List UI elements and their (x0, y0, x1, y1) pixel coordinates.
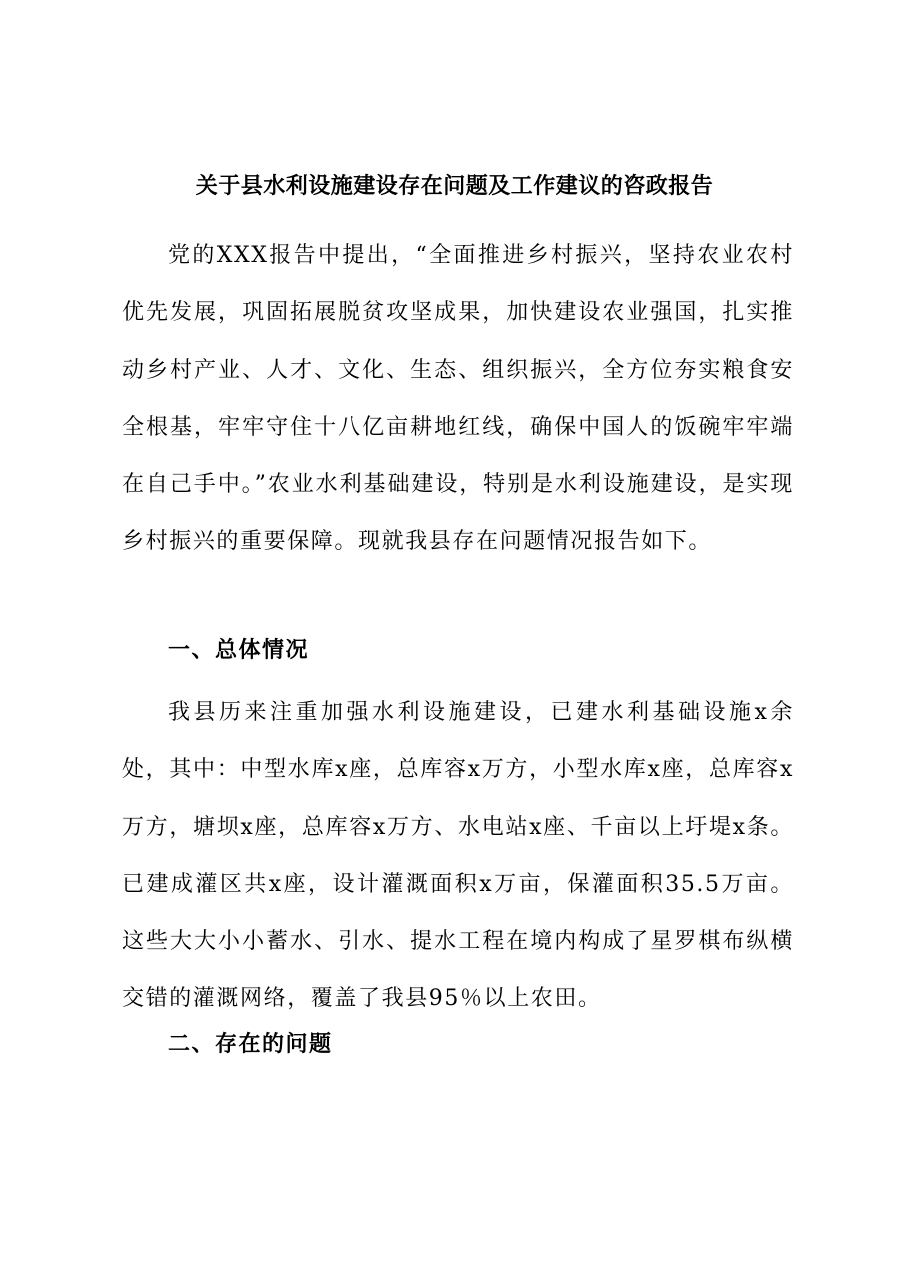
section-heading-problems: 二、存在的问题 (168, 1032, 333, 1057)
document-title: 关于县水利设施建设存在问题及工作建议的咨政报告 (195, 173, 714, 199)
overview-paragraph: 我县历来注重加强水利设施建设，已建水利基础设施x余处，其中：中型水库x座，总库容x万方，小型水库x座，总库容x万方，塘坝x座，总库容x万方、水电站x座、千亩以上圩堤x条。已建成灌区共x座，设计灌溉面积x万亩，保灌面积35.5万亩。这些大大小小蓄水、引水、提水工程在境内构成了星罗棋布纵横交错的灌溉网络，覆盖了我县95％以上农田。 (122, 700, 794, 1012)
intro-paragraph: 党的XXX报告中提出，“全面推进乡村振兴，坚持农业农村优先发展，巩固拓展脱贫攻坚成果，加快建设农业强国，扎实推动乡村产业、人才、文化、生态、组织振兴，全方位夯实粮食安全根基，牢牢守住十八亿亩耕地红线，确保中国人的饭碗牢牢端在自己手中。”农业水利基础建设，特别是水利设施建设，是实现乡村振兴的重要保障。现就我县存在问题情况报告如下。 (122, 243, 794, 555)
section-heading-overview: 一、总体情况 (168, 638, 310, 663)
